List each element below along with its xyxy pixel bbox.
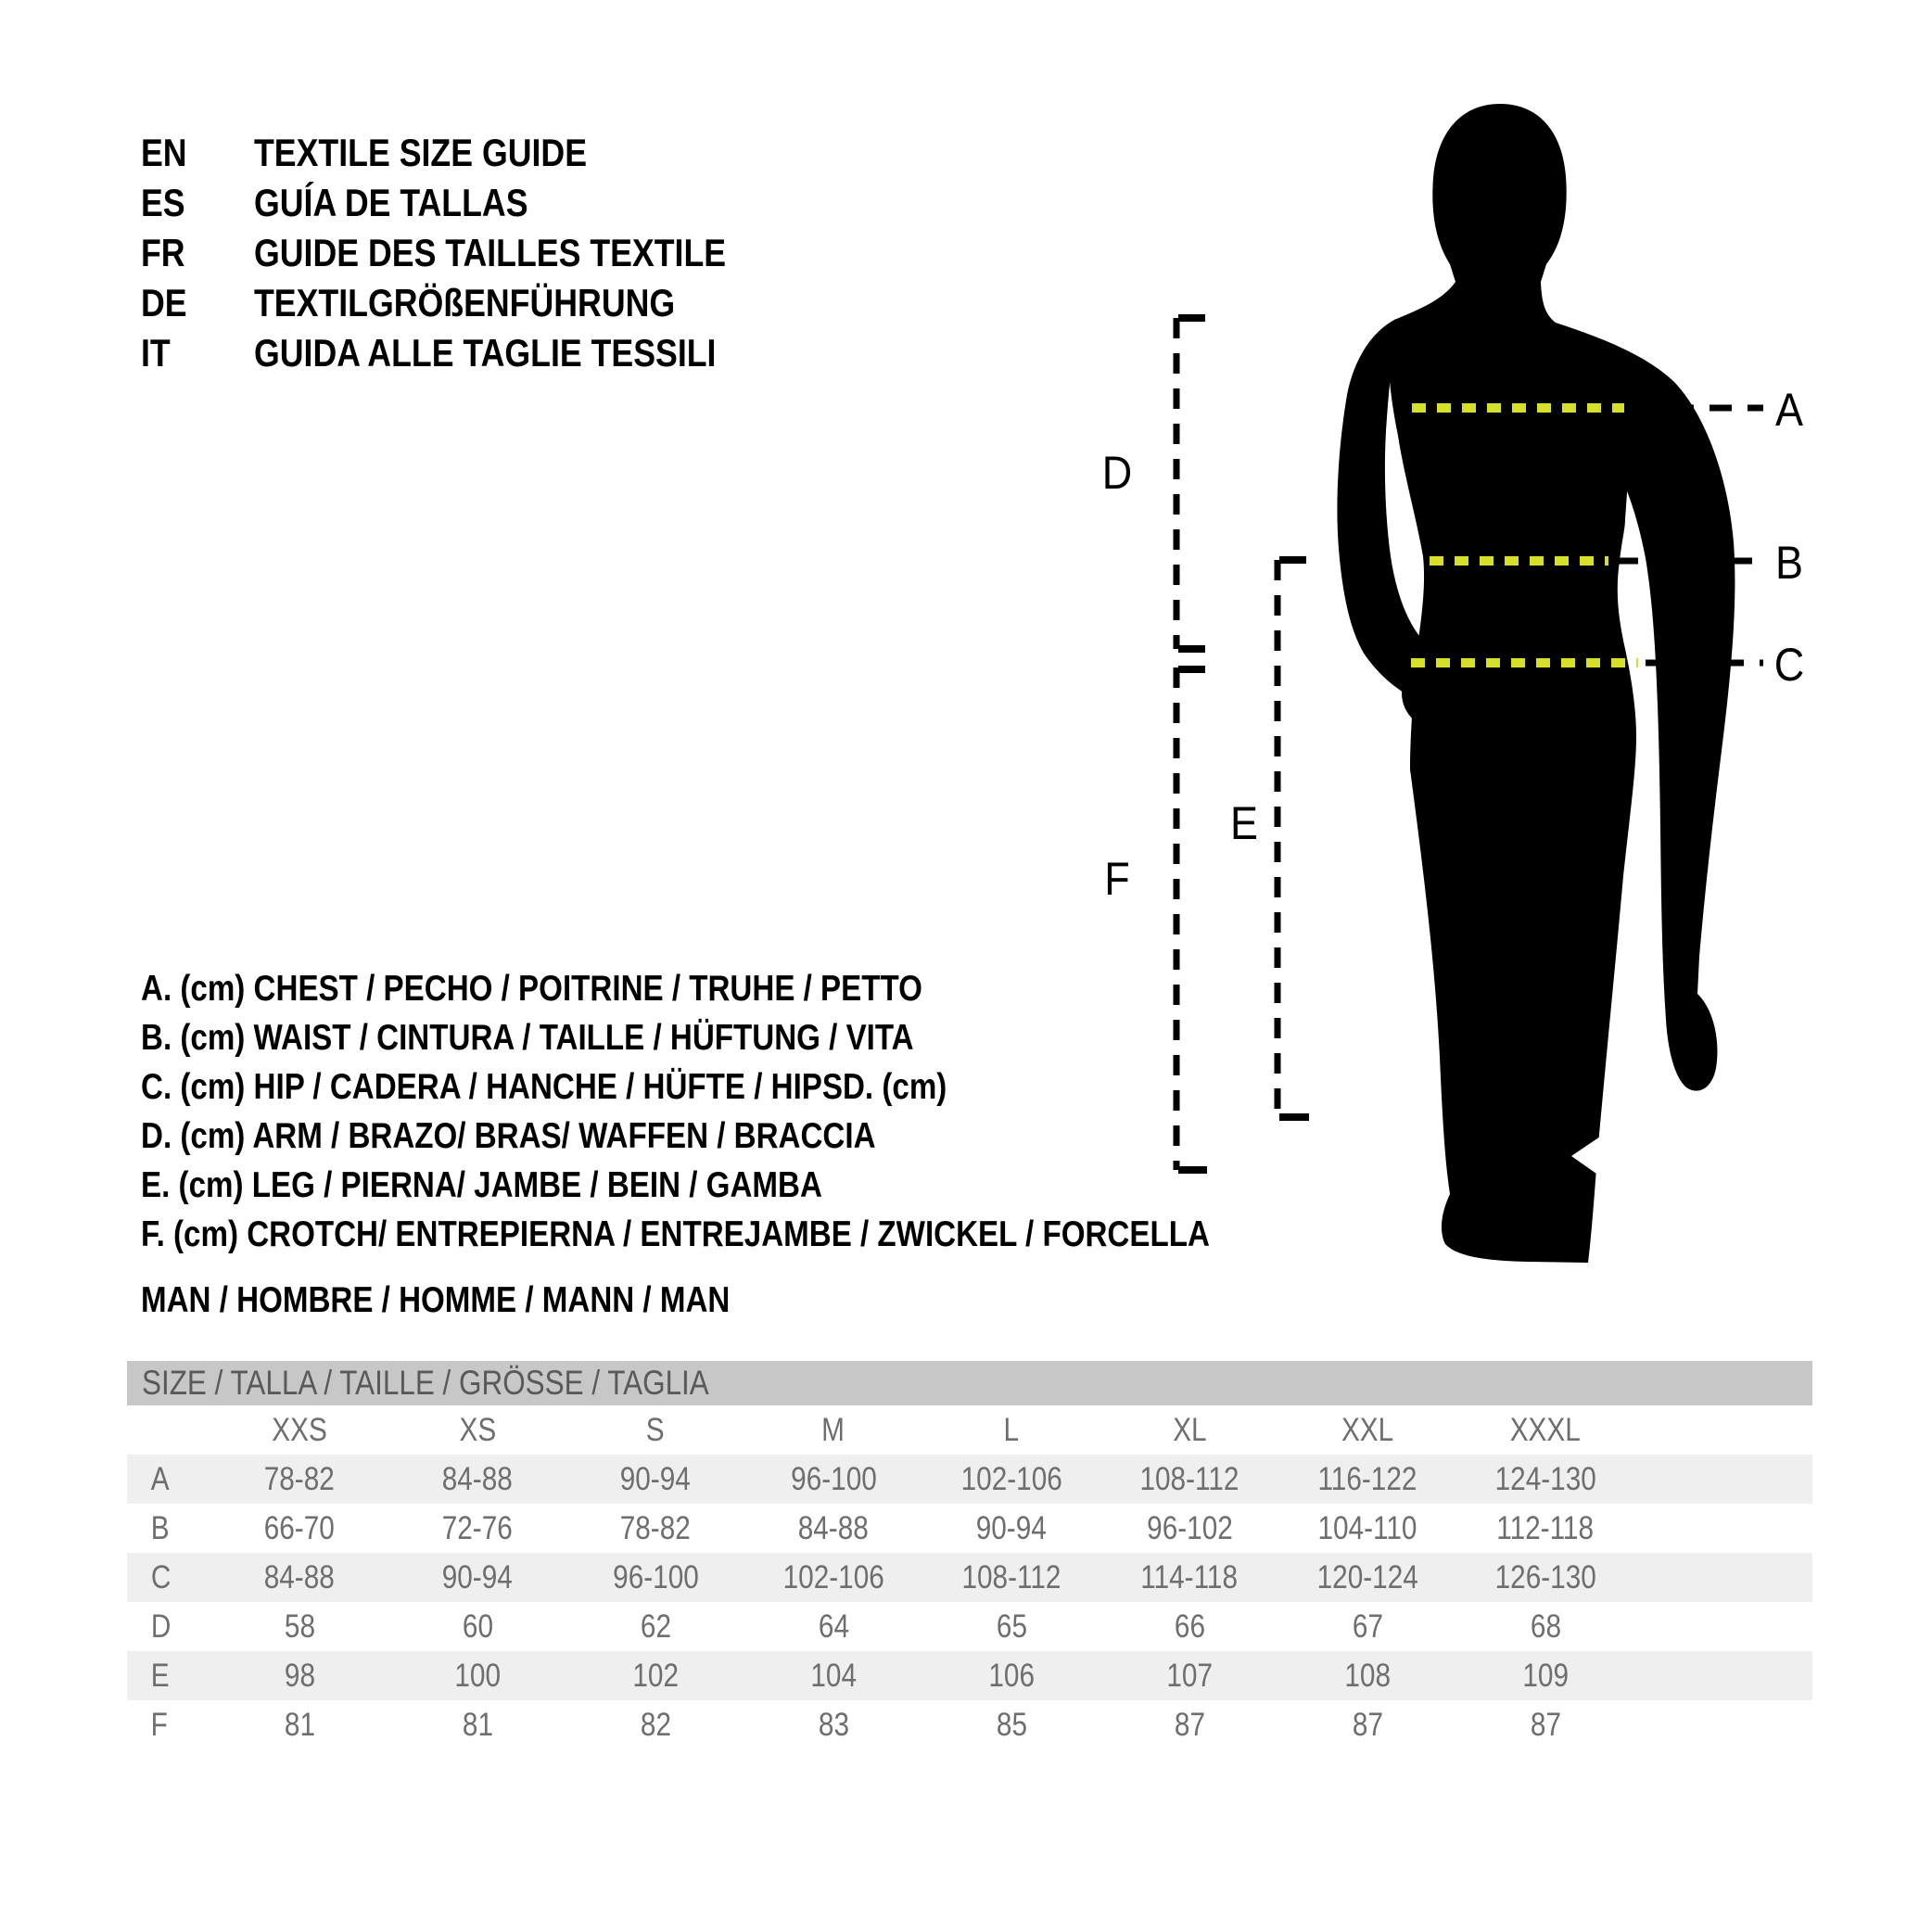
cell: 108: [1344, 1657, 1391, 1694]
cell: 107: [1166, 1657, 1213, 1694]
language-row-de: [141, 278, 809, 328]
language-code: EN: [141, 131, 187, 174]
cell: 58: [284, 1608, 315, 1645]
table-row-hip: [127, 1553, 1812, 1602]
measure-label-arm: D: [1101, 447, 1133, 499]
size-header: XXXL: [1509, 1411, 1582, 1448]
cell: 68: [1530, 1608, 1561, 1645]
language-row-es: [141, 178, 809, 228]
cell: 109: [1522, 1657, 1569, 1694]
category-line: MAN / HOMBRE / HOMME / MANN / MAN: [141, 1280, 731, 1320]
table-row-waist: [127, 1504, 1812, 1553]
language-row-it: [141, 328, 809, 378]
size-table: [127, 1361, 1812, 1749]
filler-cell: [1634, 1405, 1812, 1455]
cell: 98: [284, 1657, 315, 1694]
cell: 104: [810, 1657, 857, 1694]
cell: 90-94: [619, 1460, 692, 1497]
cell: 96-102: [1146, 1509, 1233, 1546]
row-label: C: [150, 1558, 172, 1595]
cell: 96-100: [612, 1558, 699, 1595]
size-header: XXS: [272, 1411, 327, 1448]
cell: 78-82: [619, 1509, 692, 1546]
language-code: FR: [141, 231, 185, 274]
cell: 81: [284, 1706, 315, 1743]
cell: 124-130: [1494, 1460, 1596, 1497]
cell: 84-88: [263, 1558, 336, 1595]
cell: 90-94: [441, 1558, 514, 1595]
language-title-list: [141, 128, 809, 378]
cell: 82: [640, 1706, 671, 1743]
cell: 100: [454, 1657, 501, 1694]
row-label: A: [150, 1460, 170, 1497]
cell: 102-106: [960, 1460, 1062, 1497]
size-header: XL: [1172, 1411, 1207, 1448]
cell: 66: [1174, 1608, 1205, 1645]
table-row-leg: [127, 1651, 1812, 1700]
size-header: L: [1003, 1411, 1020, 1448]
language-title: GUIDA ALLE TAGLIE TESSILI: [254, 331, 717, 375]
cell: 87: [1174, 1706, 1205, 1743]
size-table-title-bar: [127, 1361, 1812, 1405]
size-header: XS: [459, 1411, 496, 1448]
cell: 108-112: [1139, 1460, 1239, 1497]
filler-cell: [1634, 1602, 1812, 1651]
language-code: ES: [141, 181, 185, 224]
language-title: TEXTILGRÖßENFÜHRUNG: [254, 281, 676, 324]
row-label: D: [150, 1608, 172, 1645]
cell: 78-82: [263, 1460, 336, 1497]
measure-label-crotch: F: [1104, 853, 1130, 905]
size-header: S: [646, 1411, 665, 1448]
cell: 120-124: [1316, 1558, 1418, 1595]
cell: 64: [818, 1608, 849, 1645]
measure-label-leg: E: [1229, 797, 1259, 849]
cell: 87: [1352, 1706, 1383, 1743]
cell: 62: [640, 1608, 671, 1645]
measure-label-hip: C: [1773, 639, 1805, 691]
size-header: M: [821, 1411, 845, 1448]
cell: 87: [1530, 1706, 1561, 1743]
language-title: GUIDE DES TAILLES TEXTILE: [254, 231, 727, 274]
filler-cell: [1634, 1651, 1812, 1700]
legend-line-hip: C. (cm) HIP / CADERA / HANCHE / HÜFTE / HIPSD. (cm): [141, 1066, 947, 1107]
cell: 72-76: [441, 1509, 514, 1546]
measure-label-waist: B: [1774, 537, 1804, 589]
filler-cell: [1634, 1455, 1812, 1504]
language-title: TEXTILE SIZE GUIDE: [254, 131, 588, 174]
size-header-spacer: [127, 1405, 210, 1455]
row-label: B: [150, 1509, 170, 1546]
size-header-row: [127, 1405, 1812, 1455]
cell: 90-94: [975, 1509, 1048, 1546]
size-header: XXL: [1341, 1411, 1394, 1448]
filler-cell: [1634, 1504, 1812, 1553]
cell: 84-88: [797, 1509, 870, 1546]
cell: 85: [996, 1706, 1027, 1743]
language-code: IT: [141, 331, 171, 375]
cell: 84-88: [441, 1460, 514, 1497]
measurement-legend: [141, 964, 1398, 1259]
measure-label-chest: A: [1774, 384, 1804, 436]
filler-cell: [1634, 1553, 1812, 1602]
size-table-grid: [127, 1405, 1812, 1749]
cell: 60: [462, 1608, 493, 1645]
cell: 116-122: [1317, 1460, 1417, 1497]
cell: 106: [988, 1657, 1035, 1694]
row-label: E: [150, 1657, 170, 1694]
cell: 65: [996, 1608, 1027, 1645]
legend-line-leg: E. (cm) LEG / PIERNA/ JAMBE / BEIN / GAMBA: [141, 1164, 822, 1205]
cell: 102-106: [782, 1558, 884, 1595]
cell: 108-112: [961, 1558, 1061, 1595]
legend-line-chest: A. (cm) CHEST / PECHO / POITRINE / TRUHE / PETTO: [141, 968, 922, 1009]
cell: 96-100: [790, 1460, 877, 1497]
language-row-en: [141, 128, 809, 178]
cell: 114-118: [1140, 1558, 1239, 1595]
legend-line-arm: D. (cm) ARM / BRAZO/ BRAS/ WAFFEN / BRACCIA: [141, 1115, 876, 1156]
cell: 102: [632, 1657, 679, 1694]
language-title: GUÍA DE TALLAS: [254, 181, 528, 224]
table-row-crotch: [127, 1700, 1812, 1749]
cell: 126-130: [1494, 1558, 1596, 1595]
cell: 67: [1352, 1608, 1383, 1645]
legend-line-crotch: F. (cm) CROTCH/ ENTREPIERNA / ENTREJAMBE / ZWICKEL / FORCELLA: [141, 1214, 1210, 1254]
table-row-chest: [127, 1455, 1812, 1504]
legend-line-waist: B. (cm) WAIST / CINTURA / TAILLE / HÜFTUNG / VITA: [141, 1017, 914, 1058]
table-row-arm: [127, 1602, 1812, 1651]
language-row-fr: [141, 228, 809, 278]
filler-cell: [1634, 1700, 1812, 1749]
language-code: DE: [141, 281, 187, 324]
row-label: F: [150, 1706, 168, 1743]
cell: 81: [462, 1706, 493, 1743]
cell: 66-70: [263, 1509, 336, 1546]
size-table-title: SIZE / TALLA / TAILLE / GRÖSSE / TAGLIA: [142, 1364, 709, 1402]
cell: 112-118: [1496, 1509, 1595, 1546]
cell: 104-110: [1317, 1509, 1417, 1546]
cell: 83: [818, 1706, 849, 1743]
